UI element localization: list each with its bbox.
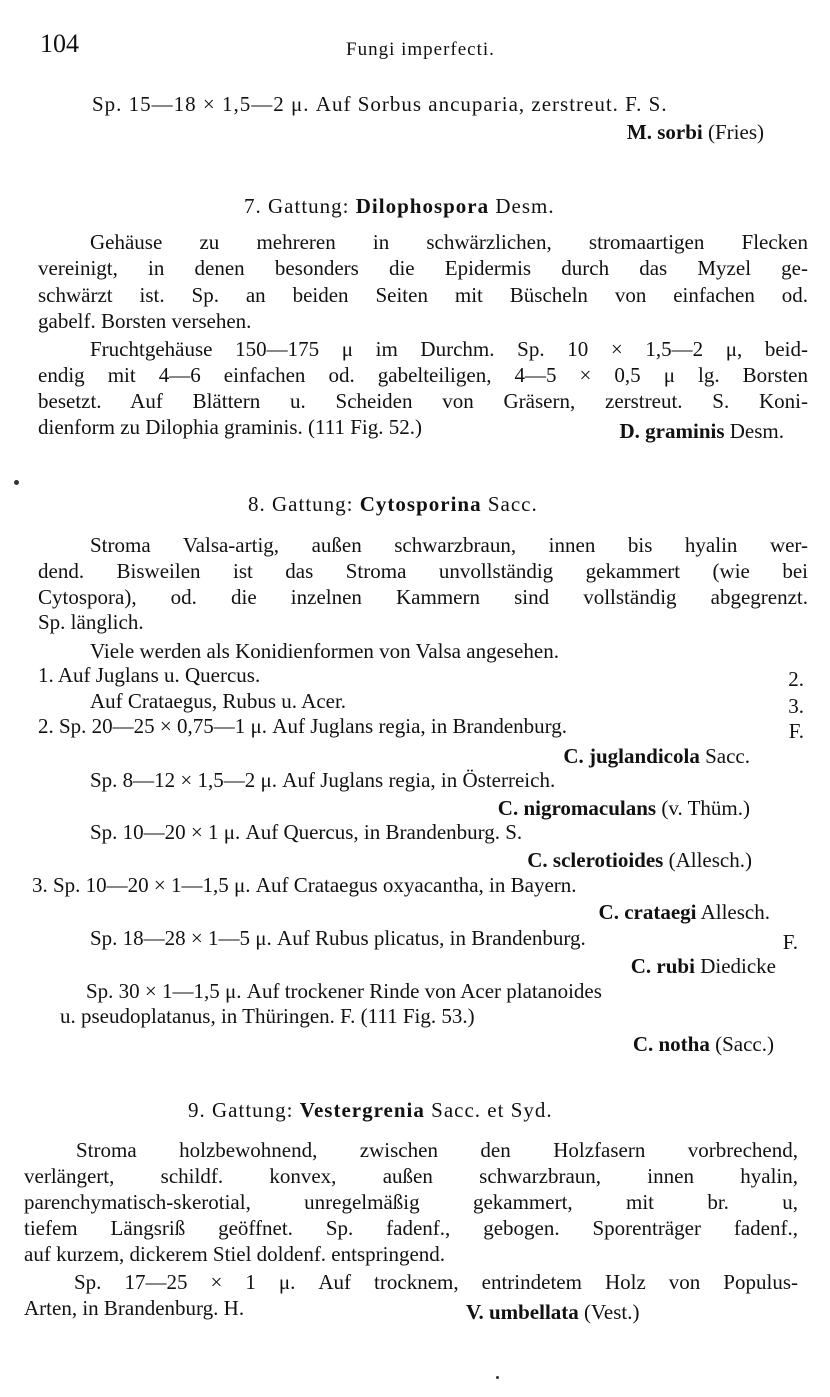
paragraph-line: vereinigt, in denen besonders die Epidermis durch das Myzel ge- — [38, 256, 808, 280]
key-entry: 3. Sp. 10—20 × 1—1,5 μ. Auf Crataegus oxyacantha, in Bayern. — [32, 873, 577, 897]
key-reference: F. — [788, 719, 804, 743]
species-name: C. crataegi Allesch. — [598, 900, 770, 924]
paragraph-line: Sp. 17—25 × 1 μ. Auf trocknem, entrindetem Holz von Populus- — [74, 1270, 798, 1294]
paragraph-line: gabelf. Borsten versehen. — [38, 309, 252, 333]
genus-heading-vestergrenia: 9. Gattung: Vestergrenia Sacc. et Syd. — [188, 1098, 553, 1122]
paragraph-line: endig mit 4—6 einfachen od. gabelteiligen, 4—5 × 0,5 μ lg. Borsten — [38, 363, 808, 387]
print-speck — [14, 480, 19, 485]
description-line: Sp. 30 × 1—1,5 μ. Auf trockener Rinde von Acer platanoides — [86, 979, 602, 1003]
genus-heading-dilophospora: 7. Gattung: Dilophospora Desm. — [244, 194, 555, 218]
page-number: 104 — [40, 29, 79, 58]
paragraph-line: Arten, in Brandenburg. H. — [24, 1296, 245, 1320]
key-entry: 2. Sp. 20—25 × 0,75—1 μ. Auf Juglans regia, in Brandenburg. — [38, 714, 567, 738]
paragraph-line: Sp. länglich. — [38, 610, 144, 634]
description-line: u. pseudoplatanus, in Thüringen. F. (111 Fig. 53.) — [60, 1004, 475, 1028]
top-description: Sp. 15—18 × 1,5—2 μ. Auf Sorbus ancuparia, zerstreut. F. S. — [92, 92, 668, 116]
description-line: Sp. 8—12 × 1,5—2 μ. Auf Juglans regia, in Österreich. — [90, 768, 556, 792]
species-name-graminis: D. graminis Desm. — [619, 419, 784, 443]
paragraph-line: tiefem Längsriß geöffnet. Sp. fadenf., gebogen. Sporenträger fadenf., — [24, 1216, 798, 1240]
paragraph-line: verlängert, schildf. konvex, außen schwarzbraun, innen hyalin, — [24, 1164, 798, 1188]
key-reference: 3. — [788, 694, 804, 718]
species-name: C. sclerotioides (Allesch.) — [527, 848, 752, 872]
key-entry: Auf Crataegus, Rubus u. Acer. — [90, 689, 347, 713]
species-name-umbellata: V. umbellata (Vest.) — [466, 1300, 640, 1324]
running-title: Fungi imperfecti. — [346, 39, 495, 60]
species-name-sorbi: M. sorbi (Fries) — [626, 120, 764, 144]
paragraph-line: Stroma holzbewohnend, zwischen den Holzfasern vorbrechend, — [76, 1138, 798, 1162]
print-speck — [496, 1376, 499, 1379]
paragraph-line: dend. Bisweilen ist das Stroma unvollständig gekammert (wie bei — [38, 559, 808, 583]
paragraph-line: Fruchtgehäuse 150—175 μ im Durchm. Sp. 10 × 1,5—2 μ, beid- — [90, 337, 808, 361]
genus-heading-cytosporina: 8. Gattung: Cytosporina Sacc. — [248, 492, 538, 516]
paragraph-line: parenchymatisch-skerotial, unregelmäßig gekammert, mit br. u, — [24, 1190, 798, 1214]
paragraph-line: Viele werden als Konidienformen von Valsa angesehen. — [90, 639, 559, 663]
key-entry: 1. Auf Juglans u. Quercus. — [38, 663, 261, 687]
key-reference: 2. — [788, 667, 804, 691]
key-reference: F. — [782, 930, 798, 954]
paragraph-line: schwärzt ist. Sp. an beiden Seiten mit Büscheln von einfachen od. — [38, 283, 808, 307]
paragraph-line: Stroma Valsa-artig, außen schwarzbraun, innen bis hyalin wer- — [90, 533, 808, 557]
paragraph-line: Cytospora), od. die inzelnen Kammern sind vollständig abgegrenzt. — [38, 585, 808, 609]
paragraph-line: besetzt. Auf Blättern u. Scheiden von Gräsern, zerstreut. S. Koni- — [38, 389, 808, 413]
description-line: Sp. 18—28 × 1—5 μ. Auf Rubus plicatus, in Brandenburg. — [90, 926, 586, 950]
species-name: C. rubi Diedicke — [630, 954, 776, 978]
paragraph-line: Gehäuse zu mehreren in schwärzlichen, stromaartigen Flecken — [90, 230, 808, 254]
paragraph-line: auf kurzem, dickerem Stiel doldenf. entspringend. — [24, 1242, 446, 1266]
species-name: C. notha (Sacc.) — [632, 1032, 774, 1056]
description-line: Sp. 10—20 × 1 μ. Auf Quercus, in Brandenburg. S. — [90, 820, 523, 844]
species-name: C. juglandicola Sacc. — [563, 744, 750, 768]
paragraph-line: dienform zu Dilophia graminis. (111 Fig. 52.) — [38, 415, 422, 439]
species-name: C. nigromaculans (v. Thüm.) — [497, 796, 750, 820]
